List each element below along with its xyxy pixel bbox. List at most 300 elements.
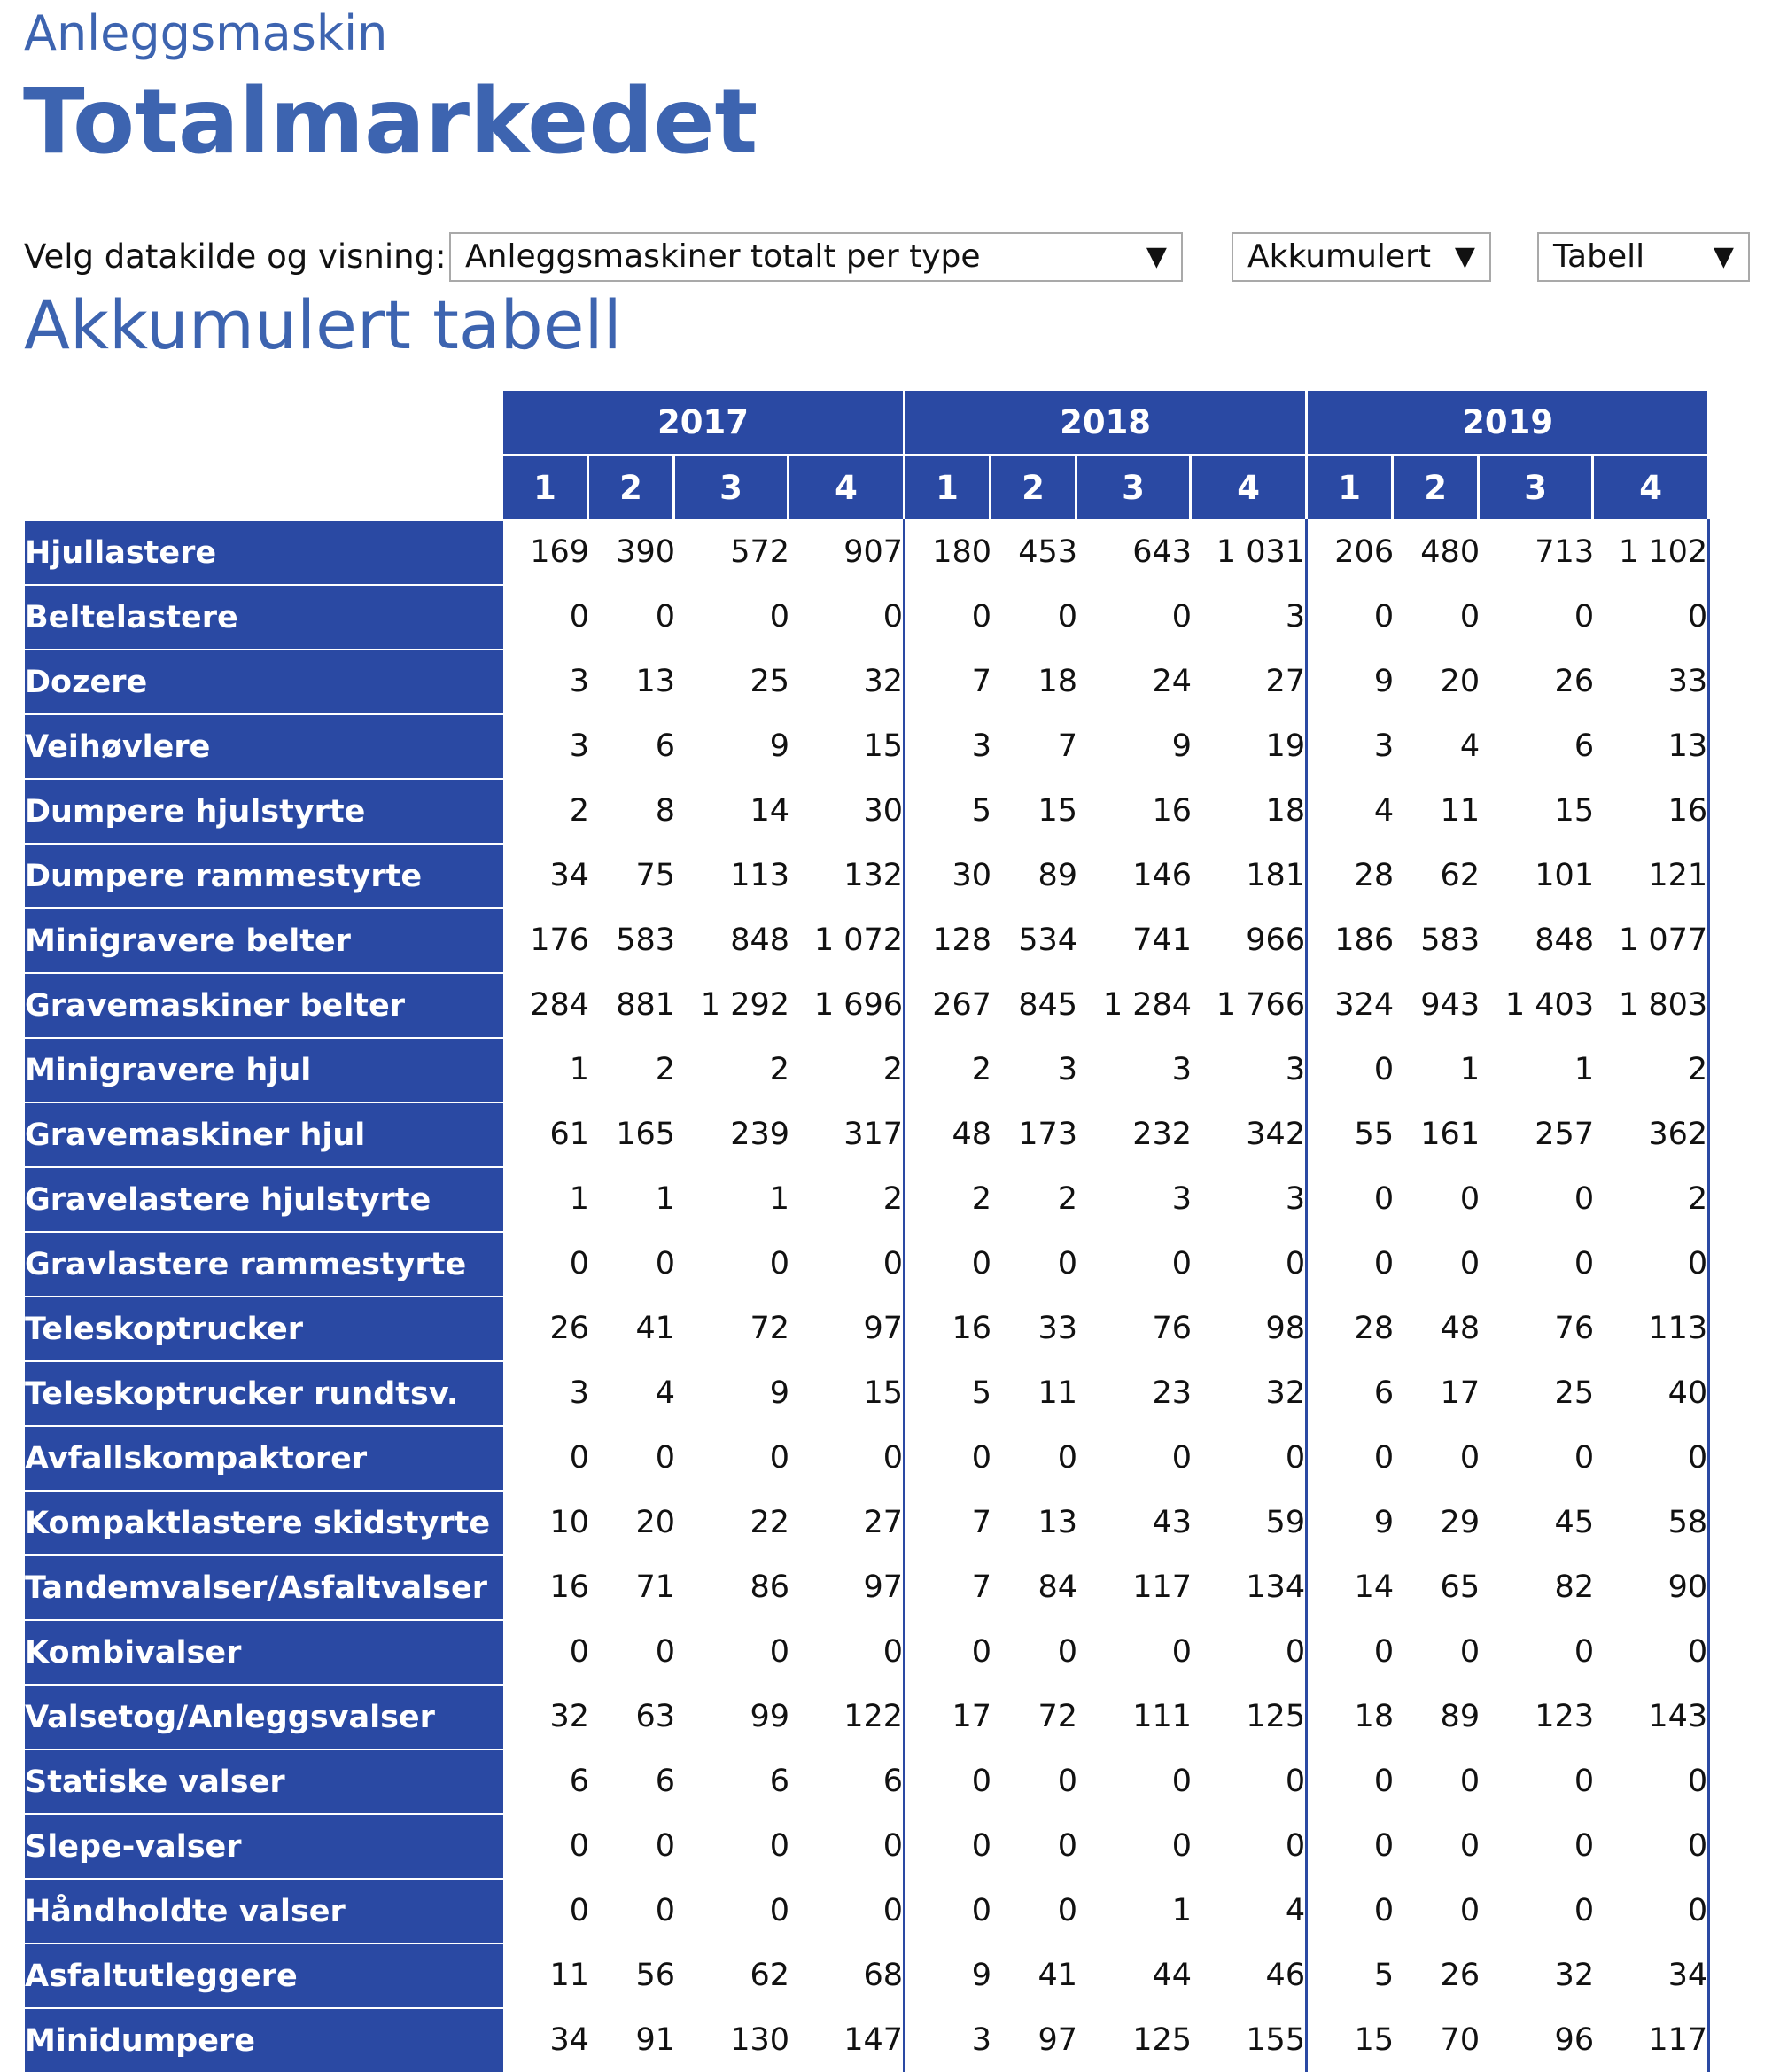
table-cell: 3 <box>503 1360 589 1425</box>
quarter-header: 1 <box>905 454 991 519</box>
table-cell: 68 <box>789 1943 905 2007</box>
table-cell: 0 <box>789 1231 905 1296</box>
table-cell: 181 <box>1192 843 1308 907</box>
table-cell: 6 <box>1308 1360 1394 1425</box>
table-cell: 1 072 <box>789 907 905 972</box>
chevron-down-icon: ▼ <box>1454 241 1475 272</box>
table-cell: 4 <box>1192 1878 1308 1943</box>
table-row <box>25 1943 1710 2007</box>
quarter-header-row <box>25 454 1710 519</box>
table-cell: 62 <box>1394 843 1480 907</box>
table-cell: 8 <box>589 778 675 843</box>
table-cell: 33 <box>1594 649 1710 713</box>
table-cell: 0 <box>503 1619 589 1684</box>
table-cell: 317 <box>789 1102 905 1166</box>
table-cell: 0 <box>1308 1166 1394 1231</box>
table-row <box>25 1102 1710 1166</box>
table-cell: 0 <box>589 1813 675 1878</box>
table-cell: 18 <box>1192 778 1308 843</box>
table-cell: 33 <box>991 1296 1077 1360</box>
table-row <box>25 1619 1710 1684</box>
table-cell: 186 <box>1308 907 1394 972</box>
table-cell: 0 <box>905 1749 991 1813</box>
row-label: Veihøvlere <box>25 713 503 778</box>
table-cell: 362 <box>1594 1102 1710 1166</box>
table-cell: 0 <box>1308 1425 1394 1490</box>
table-cell: 6 <box>789 1749 905 1813</box>
year-header: 2017 <box>503 391 905 454</box>
table-cell: 0 <box>789 584 905 649</box>
table-cell: 741 <box>1077 907 1192 972</box>
table-cell: 0 <box>1480 1749 1594 1813</box>
table-cell: 15 <box>1480 778 1594 843</box>
table-cell: 96 <box>1480 2007 1594 2072</box>
table-cell: 3 <box>905 2007 991 2072</box>
table-cell: 15 <box>789 713 905 778</box>
table-cell: 0 <box>1394 1878 1480 1943</box>
table-cell: 169 <box>503 519 589 584</box>
row-label: Kompaktlastere skidstyrte <box>25 1490 503 1554</box>
table-cell: 0 <box>1594 1425 1710 1490</box>
table-cell: 1 803 <box>1594 972 1710 1037</box>
row-label: Minigravere hjul <box>25 1037 503 1102</box>
quarter-header: 1 <box>1308 454 1394 519</box>
table-cell: 342 <box>1192 1102 1308 1166</box>
row-label: Teleskoptrucker <box>25 1296 503 1360</box>
quarter-header: 4 <box>1594 454 1710 519</box>
mode-select[interactable] <box>1232 232 1491 282</box>
table-cell: 17 <box>905 1684 991 1749</box>
table-cell: 155 <box>1192 2007 1308 2072</box>
table-cell: 3 <box>905 713 991 778</box>
table-cell: 89 <box>991 843 1077 907</box>
table-cell: 0 <box>1394 1749 1480 1813</box>
table-cell: 0 <box>503 1425 589 1490</box>
table-cell: 16 <box>905 1296 991 1360</box>
table-cell: 0 <box>589 584 675 649</box>
table-cell: 97 <box>991 2007 1077 2072</box>
table-cell: 91 <box>589 2007 675 2072</box>
chevron-down-icon: ▼ <box>1713 241 1734 272</box>
table-cell: 9 <box>675 713 789 778</box>
table-cell: 5 <box>1308 1943 1394 2007</box>
table-cell: 165 <box>589 1102 675 1166</box>
table-cell: 3 <box>503 649 589 713</box>
row-label: Slepe-valser <box>25 1813 503 1878</box>
row-label: Valsetog/Anleggsvalser <box>25 1684 503 1749</box>
datasource-select-value: Anleggsmaskiner totalt per type <box>465 238 981 275</box>
table-cell: 1 <box>1480 1037 1594 1102</box>
table-cell: 9 <box>1308 649 1394 713</box>
table-cell: 176 <box>503 907 589 972</box>
table-cell: 0 <box>1594 1619 1710 1684</box>
table-cell: 907 <box>789 519 905 584</box>
table-cell: 0 <box>1192 1749 1308 1813</box>
table-cell: 113 <box>1594 1296 1710 1360</box>
table-cell: 90 <box>1594 1554 1710 1619</box>
table-cell: 17 <box>1394 1360 1480 1425</box>
table-cell: 4 <box>1308 778 1394 843</box>
table-cell: 267 <box>905 972 991 1037</box>
table-cell: 20 <box>1394 649 1480 713</box>
row-label: Beltelastere <box>25 584 503 649</box>
table-cell: 0 <box>991 1231 1077 1296</box>
table-cell: 6 <box>589 713 675 778</box>
table-cell: 9 <box>675 1360 789 1425</box>
table-cell: 125 <box>1077 2007 1192 2072</box>
table-cell: 583 <box>589 907 675 972</box>
table-cell: 11 <box>1394 778 1480 843</box>
table-cell: 72 <box>675 1296 789 1360</box>
table-cell: 41 <box>991 1943 1077 2007</box>
quarter-header: 3 <box>1077 454 1192 519</box>
table-cell: 65 <box>1394 1554 1480 1619</box>
table-cell: 1 <box>503 1166 589 1231</box>
table-cell: 43 <box>1077 1490 1192 1554</box>
table-cell: 0 <box>1594 1231 1710 1296</box>
table-cell: 0 <box>503 1878 589 1943</box>
table-cell: 257 <box>1480 1102 1594 1166</box>
table-cell: 0 <box>789 1813 905 1878</box>
table-cell: 1 031 <box>1192 519 1308 584</box>
table-cell: 25 <box>675 649 789 713</box>
table-cell: 1 102 <box>1594 519 1710 584</box>
table-cell: 19 <box>1192 713 1308 778</box>
row-label: Gravemaskiner belter <box>25 972 503 1037</box>
table-cell: 46 <box>1192 1943 1308 2007</box>
row-label: Dozere <box>25 649 503 713</box>
table-cell: 0 <box>1480 1425 1594 1490</box>
table-cell: 45 <box>1480 1490 1594 1554</box>
table-cell: 0 <box>991 584 1077 649</box>
table-row <box>25 713 1710 778</box>
table-cell: 453 <box>991 519 1077 584</box>
table-cell: 89 <box>1394 1684 1480 1749</box>
table-cell: 5 <box>905 1360 991 1425</box>
table-cell: 943 <box>1394 972 1480 1037</box>
table-cell: 13 <box>1594 713 1710 778</box>
table-cell: 5 <box>905 778 991 843</box>
table-cell: 2 <box>789 1037 905 1102</box>
row-label: Minidumpere <box>25 2007 503 2072</box>
table-cell: 3 <box>1192 1166 1308 1231</box>
table-cell: 134 <box>1192 1554 1308 1619</box>
table-cell: 583 <box>1394 907 1480 972</box>
table-cell: 82 <box>1480 1554 1594 1619</box>
table-cell: 0 <box>1192 1231 1308 1296</box>
table-cell: 0 <box>1394 1425 1480 1490</box>
table-cell: 41 <box>589 1296 675 1360</box>
table-cell: 2 <box>589 1037 675 1102</box>
table-cell: 0 <box>1594 1749 1710 1813</box>
table-cell: 6 <box>1480 713 1594 778</box>
table-cell: 0 <box>1308 1813 1394 1878</box>
chevron-down-icon: ▼ <box>1146 241 1167 272</box>
table-cell: 1 <box>1077 1878 1192 1943</box>
table-cell: 0 <box>589 1231 675 1296</box>
table-cell: 0 <box>1594 1878 1710 1943</box>
table-body <box>25 519 1710 2072</box>
table-cell: 0 <box>789 1619 905 1684</box>
table-cell: 0 <box>1394 1813 1480 1878</box>
table-cell: 32 <box>1480 1943 1594 2007</box>
table-cell: 0 <box>1077 1619 1192 1684</box>
table-cell: 206 <box>1308 519 1394 584</box>
table-cell: 18 <box>991 649 1077 713</box>
table-cell: 0 <box>1308 1619 1394 1684</box>
table-cell: 1 284 <box>1077 972 1192 1037</box>
quarter-header: 3 <box>675 454 789 519</box>
table-cell: 0 <box>1192 1425 1308 1490</box>
table-cell: 0 <box>789 1878 905 1943</box>
table-cell: 0 <box>1192 1813 1308 1878</box>
table-cell: 71 <box>589 1554 675 1619</box>
table-cell: 0 <box>789 1425 905 1490</box>
table-cell: 480 <box>1394 519 1480 584</box>
table-cell: 0 <box>675 1425 789 1490</box>
table-cell: 7 <box>991 713 1077 778</box>
table-cell: 1 <box>675 1166 789 1231</box>
table-cell: 0 <box>1394 1231 1480 1296</box>
quarter-header: 1 <box>503 454 589 519</box>
table-cell: 99 <box>675 1684 789 1749</box>
table-cell: 0 <box>675 1231 789 1296</box>
table-cell: 15 <box>789 1360 905 1425</box>
table-cell: 7 <box>905 649 991 713</box>
table-cell: 1 077 <box>1594 907 1710 972</box>
table-cell: 0 <box>1077 1425 1192 1490</box>
view-select-value: Tabell <box>1553 238 1645 275</box>
table-cell: 2 <box>789 1166 905 1231</box>
table-cell: 111 <box>1077 1684 1192 1749</box>
table-cell: 1 292 <box>675 972 789 1037</box>
table-cell: 59 <box>1192 1490 1308 1554</box>
table-cell: 32 <box>789 649 905 713</box>
table-cell: 101 <box>1480 843 1594 907</box>
table-cell: 58 <box>1594 1490 1710 1554</box>
table-row <box>25 649 1710 713</box>
table-cell: 173 <box>991 1102 1077 1166</box>
table-cell: 0 <box>1308 1878 1394 1943</box>
table-corner <box>25 454 503 519</box>
table-cell: 0 <box>905 1878 991 1943</box>
table-cell: 2 <box>991 1166 1077 1231</box>
table-cell: 0 <box>1077 584 1192 649</box>
table-cell: 0 <box>905 584 991 649</box>
table-row <box>25 778 1710 843</box>
table-cell: 9 <box>1077 713 1192 778</box>
mode-select-value: Akkumulert <box>1247 238 1431 275</box>
table-corner <box>25 391 503 454</box>
table-cell: 98 <box>1192 1296 1308 1360</box>
row-label: Asfaltutleggere <box>25 1943 503 2007</box>
table-cell: 30 <box>905 843 991 907</box>
table-row <box>25 584 1710 649</box>
table-cell: 239 <box>675 1102 789 1166</box>
table-cell: 0 <box>1308 1231 1394 1296</box>
section-title: Akkumulert tabell <box>24 285 622 364</box>
table-cell: 0 <box>1394 1166 1480 1231</box>
table-cell: 97 <box>789 1554 905 1619</box>
table-cell: 62 <box>675 1943 789 2007</box>
table-cell: 881 <box>589 972 675 1037</box>
table-cell: 0 <box>1594 584 1710 649</box>
table-cell: 86 <box>675 1554 789 1619</box>
table-cell: 76 <box>1480 1296 1594 1360</box>
table-cell: 0 <box>991 1813 1077 1878</box>
table-cell: 125 <box>1192 1684 1308 1749</box>
table-cell: 122 <box>789 1684 905 1749</box>
table-row <box>25 519 1710 584</box>
table-cell: 9 <box>905 1943 991 2007</box>
table-cell: 130 <box>675 2007 789 2072</box>
table-cell: 0 <box>1308 584 1394 649</box>
table-cell: 0 <box>1394 584 1480 649</box>
table-row <box>25 1490 1710 1554</box>
table-cell: 3 <box>1077 1037 1192 1102</box>
view-select[interactable] <box>1537 232 1750 282</box>
year-header: 2018 <box>905 391 1308 454</box>
quarter-header: 2 <box>1394 454 1480 519</box>
table-cell: 70 <box>1394 2007 1480 2072</box>
table-cell: 27 <box>1192 649 1308 713</box>
table-row <box>25 1813 1710 1878</box>
table-cell: 0 <box>1480 1231 1594 1296</box>
table-cell: 966 <box>1192 907 1308 972</box>
table-cell: 324 <box>1308 972 1394 1037</box>
table-cell: 0 <box>905 1425 991 1490</box>
table-cell: 32 <box>1192 1360 1308 1425</box>
page-subtitle: Anleggsmaskin <box>24 5 388 61</box>
table-cell: 0 <box>503 1231 589 1296</box>
table-cell: 643 <box>1077 519 1192 584</box>
table-cell: 3 <box>1308 713 1394 778</box>
row-label: Tandemvalser/Asfaltvalser <box>25 1554 503 1619</box>
table-cell: 13 <box>991 1490 1077 1554</box>
table-cell: 0 <box>1594 1813 1710 1878</box>
table-cell: 180 <box>905 519 991 584</box>
table-cell: 848 <box>675 907 789 972</box>
table-cell: 16 <box>1594 778 1710 843</box>
table-cell: 0 <box>1192 1619 1308 1684</box>
table-cell: 55 <box>1308 1102 1394 1166</box>
row-label: Minigravere belter <box>25 907 503 972</box>
table-cell: 6 <box>589 1749 675 1813</box>
table-cell: 48 <box>1394 1296 1480 1360</box>
row-label: Teleskoptrucker rundtsv. <box>25 1360 503 1425</box>
table-cell: 0 <box>503 1813 589 1878</box>
table-cell: 61 <box>503 1102 589 1166</box>
table-cell: 20 <box>589 1490 675 1554</box>
table-cell: 0 <box>675 584 789 649</box>
table-row <box>25 1878 1710 1943</box>
table-row <box>25 1425 1710 1490</box>
table-cell: 29 <box>1394 1490 1480 1554</box>
table-cell: 32 <box>503 1684 589 1749</box>
table-cell: 4 <box>589 1360 675 1425</box>
table-cell: 0 <box>1077 1749 1192 1813</box>
table-cell: 97 <box>789 1296 905 1360</box>
table-cell: 23 <box>1077 1360 1192 1425</box>
table-cell: 24 <box>1077 649 1192 713</box>
table-cell: 0 <box>991 1878 1077 1943</box>
table-cell: 11 <box>991 1360 1077 1425</box>
table-cell: 845 <box>991 972 1077 1037</box>
row-label: Hjullastere <box>25 519 503 584</box>
table-cell: 2 <box>905 1037 991 1102</box>
row-label: Gravlastere rammestyrte <box>25 1231 503 1296</box>
table-cell: 3 <box>991 1037 1077 1102</box>
table-cell: 534 <box>991 907 1077 972</box>
table-cell: 0 <box>905 1813 991 1878</box>
market-table <box>25 391 1710 2072</box>
table-cell: 18 <box>1308 1684 1394 1749</box>
table-row <box>25 1296 1710 1360</box>
table-cell: 3 <box>1192 1037 1308 1102</box>
table-cell: 0 <box>503 584 589 649</box>
table-cell: 0 <box>905 1231 991 1296</box>
table-cell: 390 <box>589 519 675 584</box>
table-cell: 0 <box>905 1619 991 1684</box>
table-cell: 28 <box>1308 1296 1394 1360</box>
table-cell: 0 <box>675 1813 789 1878</box>
table-cell: 0 <box>991 1619 1077 1684</box>
table-cell: 0 <box>675 1878 789 1943</box>
table-cell: 13 <box>589 649 675 713</box>
row-label: Kombivalser <box>25 1619 503 1684</box>
year-header: 2019 <box>1308 391 1710 454</box>
quarter-header: 4 <box>1192 454 1308 519</box>
year-header-row <box>25 391 1710 454</box>
table-cell: 121 <box>1594 843 1710 907</box>
table-cell: 34 <box>1594 1943 1710 2007</box>
row-label: Håndholdte valser <box>25 1878 503 1943</box>
table-cell: 713 <box>1480 519 1594 584</box>
table-cell: 7 <box>905 1490 991 1554</box>
datasource-select[interactable] <box>449 232 1183 282</box>
table-cell: 6 <box>675 1749 789 1813</box>
table-cell: 6 <box>503 1749 589 1813</box>
table-cell: 2 <box>905 1166 991 1231</box>
table-cell: 0 <box>589 1619 675 1684</box>
table-cell: 16 <box>1077 778 1192 843</box>
table-cell: 84 <box>991 1554 1077 1619</box>
table-row <box>25 2007 1710 2072</box>
table-cell: 117 <box>1077 1554 1192 1619</box>
table-cell: 0 <box>1394 1619 1480 1684</box>
table-cell: 11 <box>503 1943 589 2007</box>
table-cell: 117 <box>1594 2007 1710 2072</box>
table-row <box>25 1749 1710 1813</box>
table-row <box>25 843 1710 907</box>
table-cell: 75 <box>589 843 675 907</box>
table-cell: 0 <box>1077 1813 1192 1878</box>
table-cell: 0 <box>589 1878 675 1943</box>
table-cell: 27 <box>789 1490 905 1554</box>
table-cell: 9 <box>1308 1490 1394 1554</box>
table-cell: 16 <box>503 1554 589 1619</box>
table-cell: 0 <box>1480 1166 1594 1231</box>
table-row <box>25 1166 1710 1231</box>
row-label: Statiske valser <box>25 1749 503 1813</box>
table-cell: 0 <box>991 1425 1077 1490</box>
table-cell: 1 696 <box>789 972 905 1037</box>
table-cell: 123 <box>1480 1684 1594 1749</box>
table-cell: 147 <box>789 2007 905 2072</box>
quarter-header: 3 <box>1480 454 1594 519</box>
table-cell: 143 <box>1594 1684 1710 1749</box>
table-cell: 26 <box>1394 1943 1480 2007</box>
